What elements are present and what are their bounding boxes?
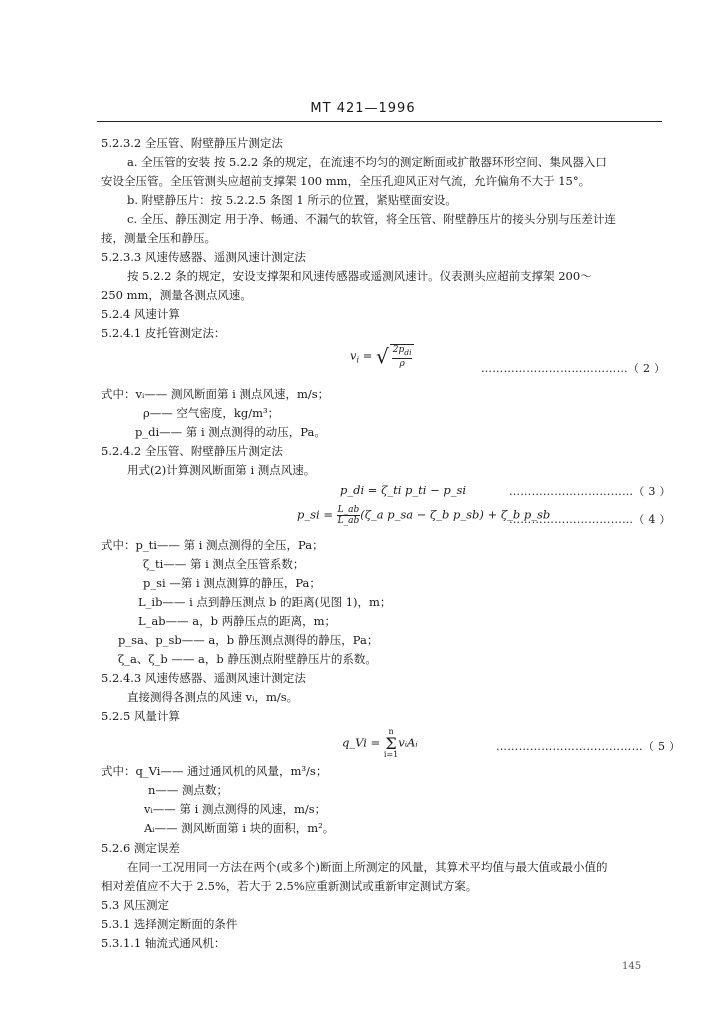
section-5-2-4-2: 5.2.4.2 全压管、附壁静压片测定法 <box>101 444 283 458</box>
def2-v: 式中：vᵢ—— 测风断面第 i 测点风速，m/s； <box>101 387 330 401</box>
section-5-2-3-2: 5.2.3.2 全压管、附壁静压片测定法 <box>101 136 283 150</box>
para-5-2-6-line2: 相对差值应不大于 2.5%，若大于 2.5%应重新测试或重新审定测试方案。 <box>101 879 478 893</box>
def5-ai: Aᵢ—— 测风断面第 i 块的面积，m²。 <box>144 821 335 835</box>
section-5-3: 5.3 风压测定 <box>101 898 169 912</box>
def5-n: n—— 测点数； <box>148 783 229 797</box>
equation-2-number: …………………………………（ 2 ） <box>481 362 666 375</box>
def5-qvi: 式中：q_Vi—— 通过通风机的风量，m³/s； <box>101 764 328 778</box>
section-5-2-4: 5.2.4 风速计算 <box>101 307 180 321</box>
para-5-2-3-3-line2: 250 mm，测量各测点风速。 <box>101 288 252 302</box>
para-5-2-6-line1: 在同一工况用同一方法在两个(或多个)断面上所测定的风量，其算术平均值与最大值或最小值的 <box>127 860 608 874</box>
def2-rho: ρ—— 空气密度，kg/m³； <box>143 406 280 420</box>
para-5-2-4-3: 直接测得各测点的风速 vᵢ，m/s。 <box>127 690 299 704</box>
def4-psa-psb: p_sa、p_sb—— a，b 静压测点测得的静压，Pa； <box>118 633 379 647</box>
def4-lib: L_ib—— i 点到静压测点 b 的距离(见图 1)，m； <box>138 595 392 609</box>
def5-vi: vᵢ—— 第 i 测点测得的风速，m/s； <box>144 802 327 816</box>
def4-pti: 式中：p_ti—— 第 i 测点测得的全压，Pa； <box>101 538 324 552</box>
equation-3-number: ……………………………（ 3 ） <box>509 485 671 498</box>
equation-5-number: …………………………………（ 5 ） <box>496 740 681 753</box>
def2-pdi: p_di—— 第 i 测点测得的动压，Pa。 <box>135 425 326 439</box>
equation-2: $v_i$ = √ $\frac{2p_{di}}{\rho}$ <box>350 344 414 369</box>
para-b: b. 附壁静压片：按 5.2.2.5 条图 1 所示的位置，紧贴壁面安设。 <box>127 193 457 207</box>
equation-4-number: ……………………………（ 4 ） <box>509 513 671 526</box>
page-header: MT 421—1996 <box>310 101 416 116</box>
para-5-2-4-2: 用式(2)计算测风断面第 i 测点风速。 <box>127 463 316 477</box>
equation-5: q_Vi = n Σ i=1vᵢAᵢ <box>342 727 418 759</box>
equation-4: p_si = $\frac{L\_ab}{L\_ab}$ (ζ_a p_sa − ζ_b p_sb) + ζ_b p_sb <box>297 505 551 526</box>
section-5-2-6: 5.2.6 测定误差 <box>101 841 180 855</box>
para-c-line2: 接，测量全压和静压。 <box>101 231 216 245</box>
section-5-3-1: 5.3.1 选择测定断面的条件 <box>101 917 238 931</box>
def4-zeta-ab: ζ_a、ζ_b —— a，b 静压测点附壁静压片的系数。 <box>118 652 377 666</box>
def4-lab: L_ab—— a，b 两静压点的距离，m； <box>138 614 337 628</box>
para-a-line1: a. 全压管的安装 按 5.2.2 条的规定，在流速不均匀的测定断面或扩散器环形空间、集风器入口 <box>127 155 607 169</box>
def4-zeta-ti: ζ_ti—— 第 i 测点全压管系数； <box>143 557 305 571</box>
section-5-2-3-3: 5.2.3.3 风速传感器、遥测风速计测定法 <box>101 250 306 264</box>
para-5-2-3-3-line1: 按 5.2.2 条的规定，安设支撑架和风速传感器或遥测风速计。仪表测头应超前支撑架 200～ <box>127 269 592 283</box>
header-rule <box>97 121 662 122</box>
def4-psi: p_si —第 i 测点测算的静压，Pa； <box>143 576 321 590</box>
section-5-3-1-1: 5.3.1.1 轴流式通风机： <box>101 936 226 950</box>
para-a-line2: 安设全压管。全压管测头应超前支撑架 100 mm，全压孔迎风正对气流，允许偏角不大于 15°。 <box>101 174 591 188</box>
page-number: 145 <box>622 961 642 972</box>
equation-3: p_di = ζ_ti p_ti − p_si <box>340 483 467 497</box>
section-5-2-5: 5.2.5 风量计算 <box>101 709 180 723</box>
para-c-line1: c. 全压、静压测定 用于净、畅通、不漏气的软管，将全压管、附壁静压片的接头分别与压差计连 <box>127 212 616 226</box>
section-5-2-4-3: 5.2.4.3 风速传感器、遥测风速计测定法 <box>101 671 306 685</box>
section-5-2-4-1: 5.2.4.1 皮托管测定法： <box>101 326 226 340</box>
